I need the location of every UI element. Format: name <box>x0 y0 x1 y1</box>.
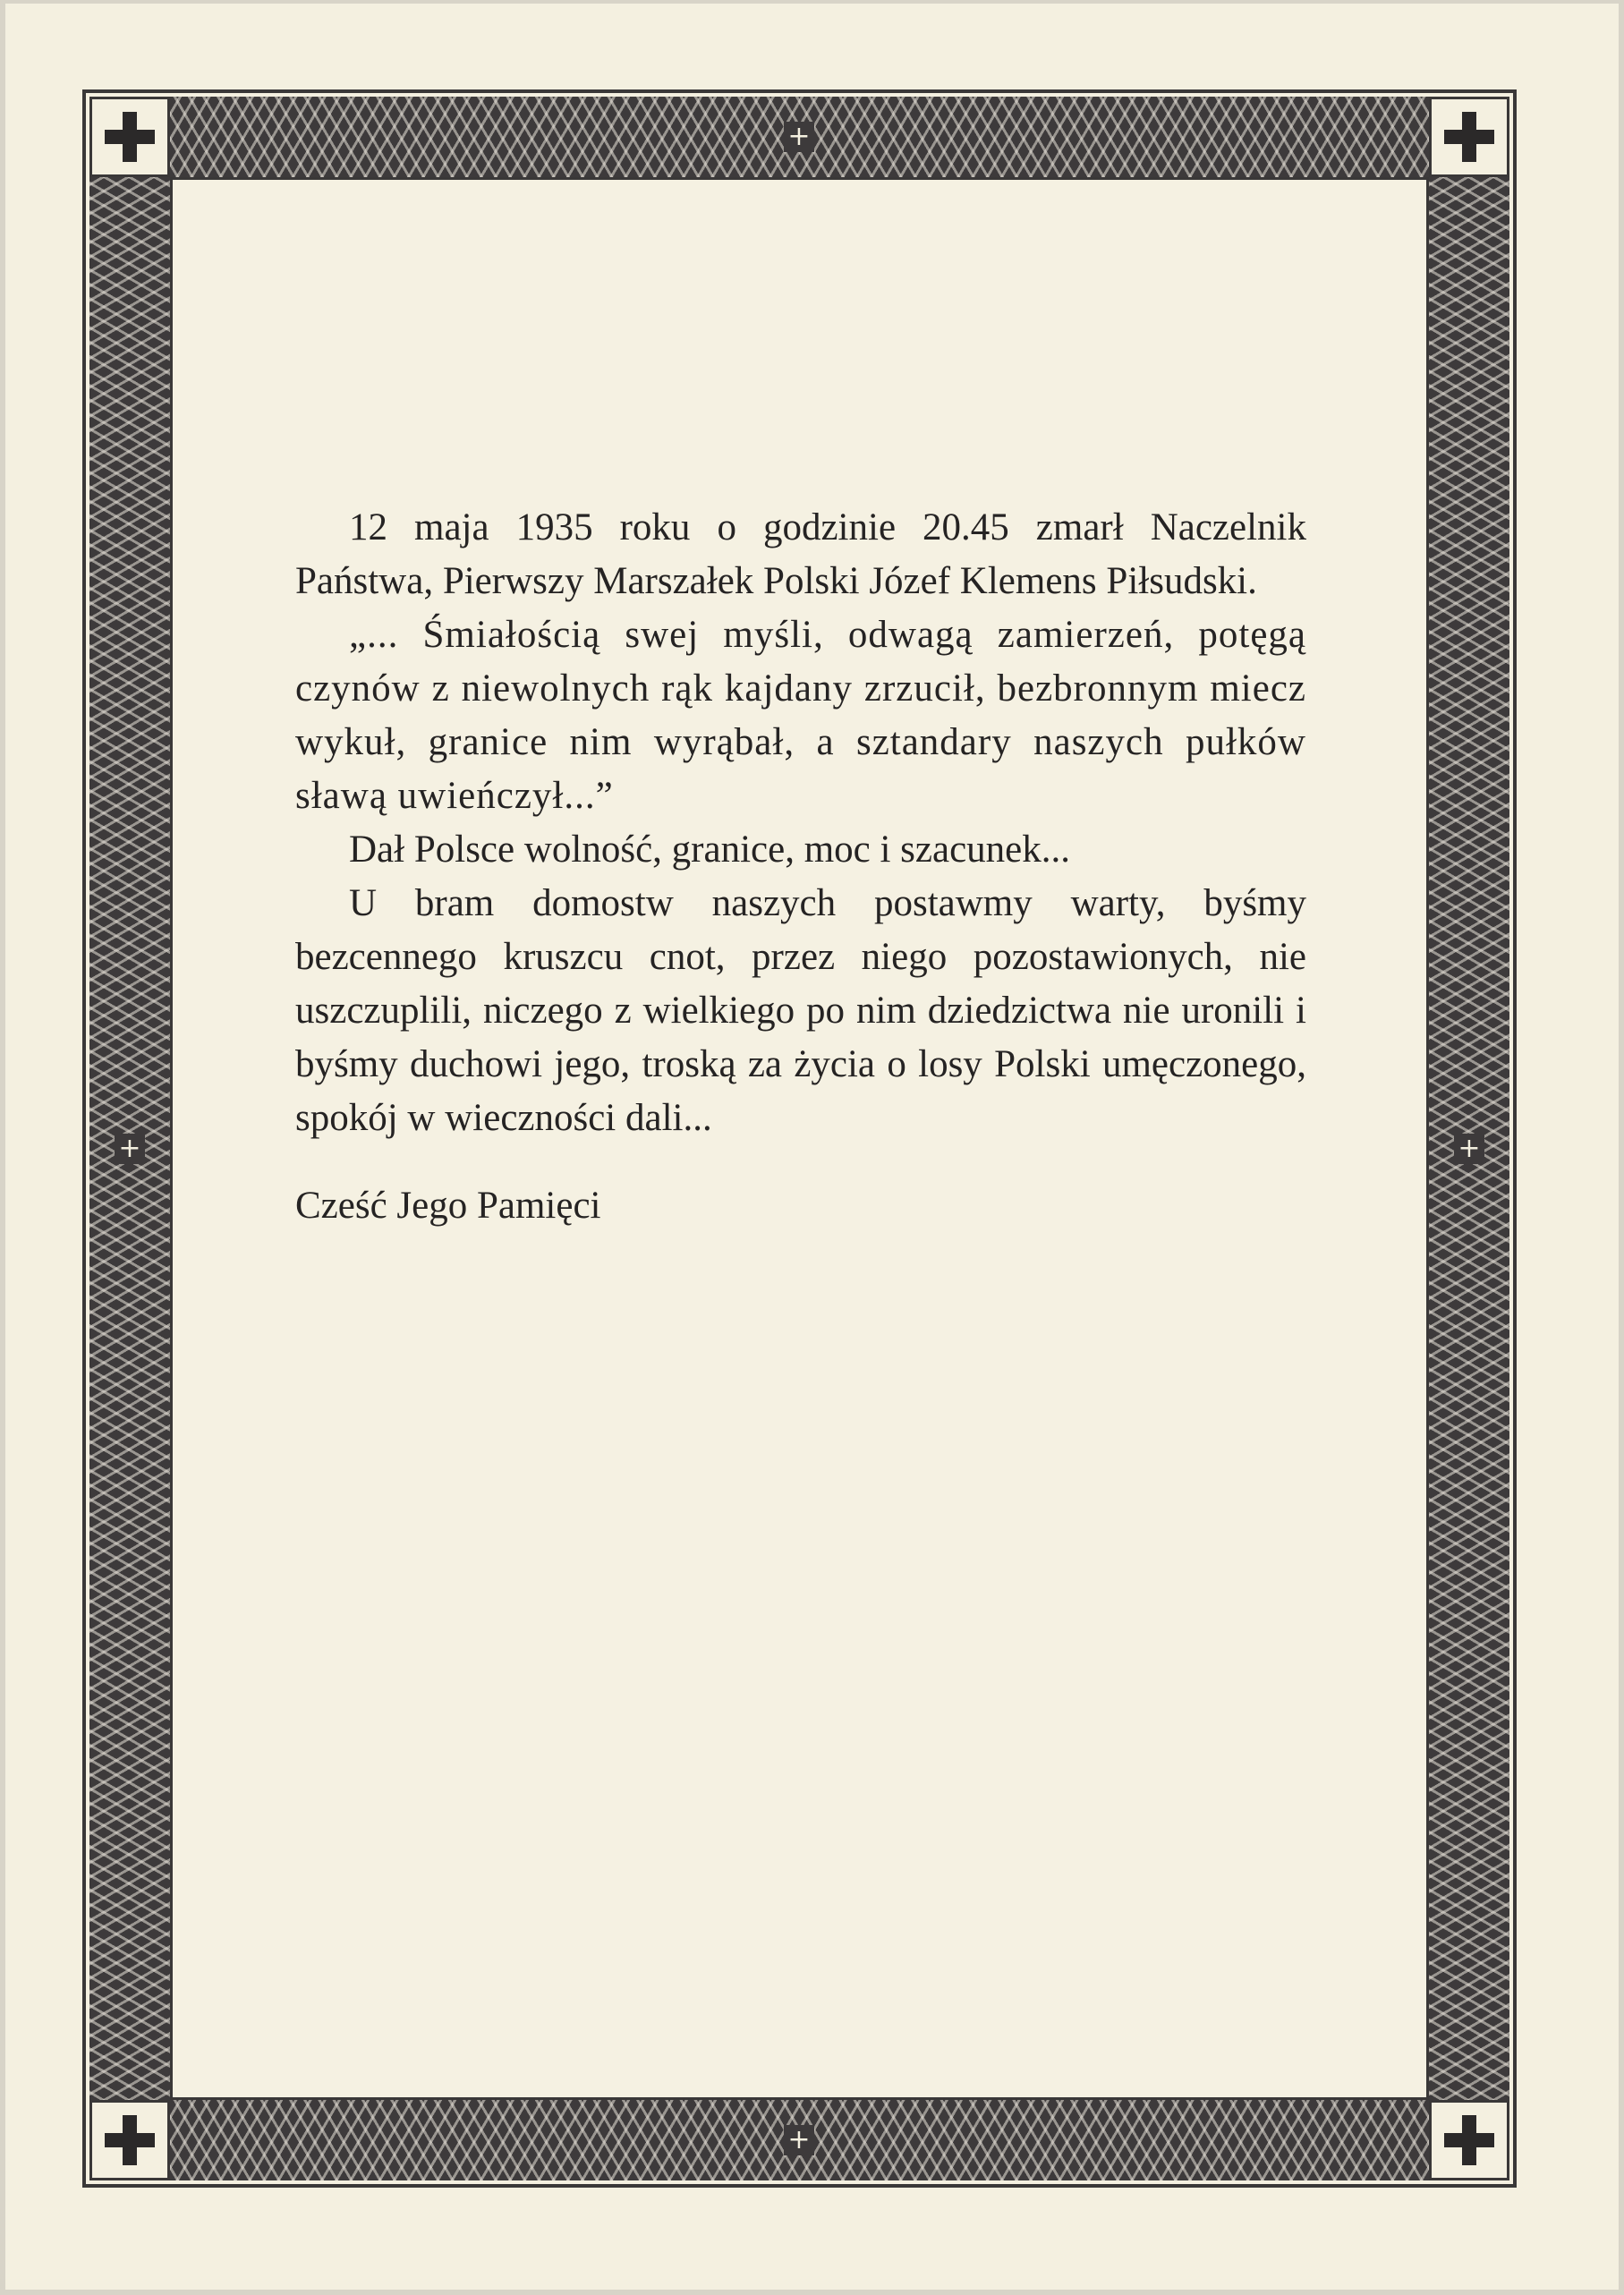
small-cross-icon: + <box>115 1134 145 1164</box>
memorial-text <box>295 501 1306 1233</box>
paragraph-quote: „... Śmiałością swej myśli, odwagą zamierzeń, potęgą czynów z niewolnych rąk kajdany zrzucił, bezbronnym miecz wykuł, granice nim wyrąbał, a sztandary naszych pułków sławą uwieńczył...” <box>295 614 1306 817</box>
corner-bottom-right <box>1429 2100 1509 2180</box>
corner-top-right <box>1429 97 1509 177</box>
cross-icon <box>105 112 155 162</box>
cross-icon <box>1444 2115 1494 2165</box>
small-cross-icon: + <box>1454 1134 1484 1164</box>
small-cross-icon: + <box>784 122 814 152</box>
cross-icon <box>105 2115 155 2165</box>
paragraph-announcement: 12 maja 1935 roku o godzinie 20.45 zmarł Naczelnik Państwa, Pierwszy Marszałek Polski Józef Klemens Piłsudski. <box>295 506 1306 602</box>
paragraph-legacy: Dał Polsce wolność, granice, moc i szacunek... <box>349 829 1070 871</box>
small-cross-icon: + <box>784 2125 814 2155</box>
closing-line: Cześć Jego Pamięci <box>295 1185 601 1227</box>
corner-bottom-left <box>89 2100 170 2180</box>
cross-icon <box>1444 112 1494 162</box>
corner-top-left <box>89 97 170 177</box>
paragraph-call: U bram domostw naszych postawmy warty, byśmy bezcennego kruszcu cnot, przez niego pozostawionych, nie uszczuplili, niczego z wielkiego po nim dziedzictwa nie uronili i byśmy duchowi jego, troską za życia o losy Polski umęczonego, spokój w wieczności dali... <box>295 882 1306 1139</box>
